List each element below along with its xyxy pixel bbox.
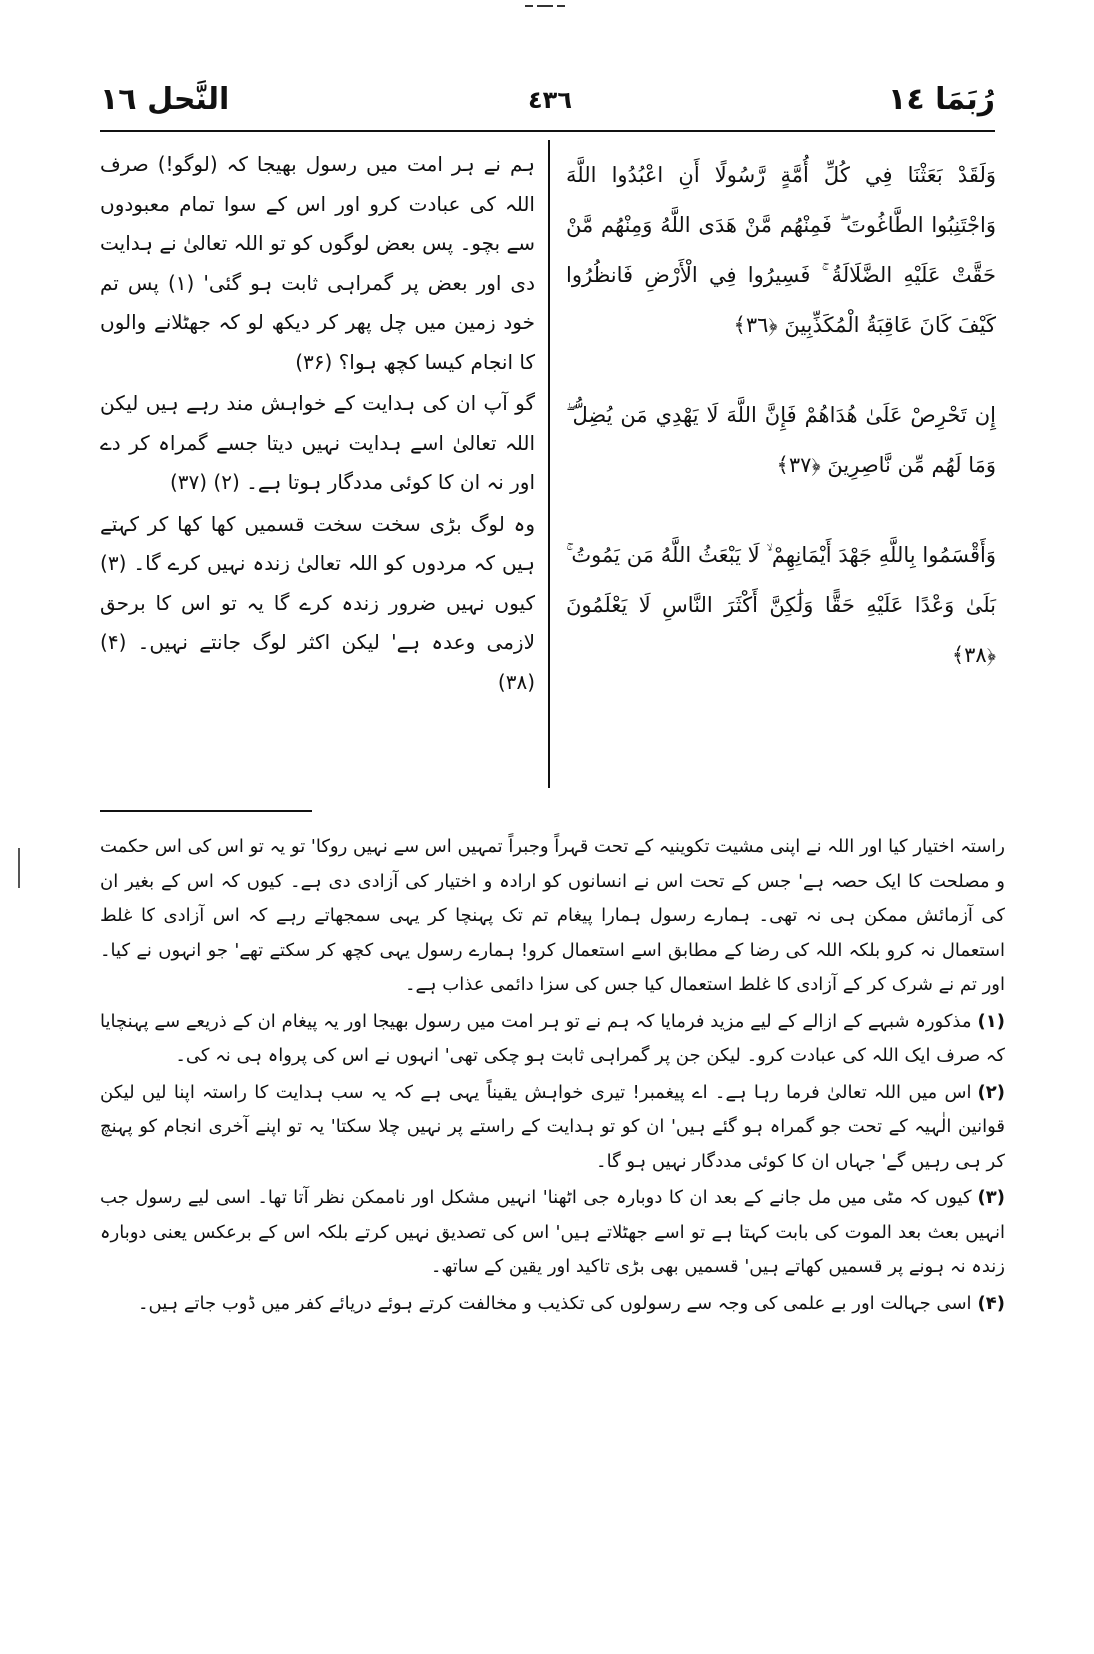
footnote-3-text: کیوں کہ مٹی میں مل جانے کے بعد ان کا دوبارہ جی اٹھنا' انہیں مشکل اور ناممکن نظر آتا تھا۔ اسی لیے رسول جب انہیں بعث بعد الموت کی بابت کہتا ہے تو اسے جھٹلاتے ہیں' اس کی تصدیق نہیں کرتے بلکہ اس کے برعکس یعنی دوبارہ زندہ نہ ہونے پر قسمیں کھاتے ہیں' قسمیں بھی بڑی تاکید اور یقین کے ساتھ۔: [100, 1187, 1005, 1277]
footnote-3: [100, 1181, 1005, 1285]
footnote-2: [100, 1076, 1005, 1180]
arabic-text-column: [566, 150, 996, 720]
page-header: [100, 82, 995, 122]
footnote-1: [100, 1005, 1005, 1074]
ayah-37: إِن تَحْرِصْ عَلَىٰ هُدَاهُمْ فَإِنَّ اللَّهَ لَا يَهْدِي مَن يُضِلُّ ۖ وَمَا لَهُم مِّن نَّاصِرِينَ ﴿٣٧﴾: [566, 403, 996, 477]
footnote-2-text: اس میں اللہ تعالیٰ فرما رہا ہے۔ اے پیغمبر! تیری خواہش یقیناً یہی ہے کہ یہ سب ہدایت کا راستہ اپنا لیں لیکن قوانین الٰہیہ کے تحت جو گمراہ ہو گئے ہیں' ان کو تو ہدایت کے راستے پر نہیں چلا سکتا' یہ تو اپنے آخری انجام کو پہنچ کر ہی رہیں گے' جہاں ان کا کوئی مددگار نہیں ہو گا۔: [100, 1081, 1005, 1172]
ayah-38: وَأَقْسَمُوا بِاللَّهِ جَهْدَ أَيْمَانِهِمْ ۙ لَا يَبْعَثُ اللَّهُ مَن يَمُوتُ ۚ بَلَىٰ وَعْدًا عَلَيْهِ حَقًّا وَلَٰكِنَّ أَكْثَرَ النَّاسِ لَا يَعْلَمُونَ ﴿٣٨﴾: [566, 543, 996, 667]
para-name: رُبَمَا ١٤: [888, 82, 995, 117]
ayah-36: وَلَقَدْ بَعَثْنَا فِي كُلِّ أُمَّةٍ رَّسُولًا أَنِ اعْبُدُوا اللَّهَ وَاجْتَنِبُوا الطَّاغُوتَ ۖ فَمِنْهُم مَّنْ هَدَى اللَّهُ وَمِنْهُم مَّنْ حَقَّتْ عَلَيْهِ الضَّلَالَةُ ۚ فَسِيرُوا فِي الْأَرْضِ فَانظُرُوا كَيْفَ كَانَ عَاقِبَةُ الْمُكَذِّبِينَ ﴿٣٦﴾: [566, 163, 996, 337]
footnote-1-number: (۱): [977, 1010, 1005, 1032]
column-divider: [548, 140, 550, 788]
footnote-4-number: (۴): [977, 1292, 1005, 1314]
page-number: ٤٣٦: [528, 86, 572, 114]
footnote-1-text: مذکورہ شبہے کے ازالے کے لیے مزید فرمایا کہ ہم نے تو ہر امت میں رسول بھیجا اور یہ پیغام ان کے ذریعے سے پہنچایا کہ صرف ایک اللہ کی عبادت کرو۔ لیکن جن پر گمراہی ثابت ہو چکی تھی' انہوں نے اس کی پرواہ ہی نہ کی۔: [100, 1010, 1005, 1066]
top-decoration: [525, 2, 565, 10]
footnote-4: [100, 1287, 1005, 1322]
footnote-rule: [100, 810, 312, 812]
footnotes: [100, 830, 1005, 1323]
translation-38: وہ لوگ بڑی سخت سخت قسمیں کھا کھا کر کہتے ہیں کہ مردوں کو اللہ تعالیٰ زندہ نہیں کرے گا۔ (۳) کیوں نہیں ضرور زندہ کرے گا یہ تو اس کا برحق لازمی وعدہ ہے' لیکن اکثر لوگ جانتے نہیں۔ (۴) (۳۸): [100, 511, 535, 694]
translation-36: ہم نے ہر امت میں رسول بھیجا کہ (لوگو!) صرف اللہ کی عبادت کرو اور اس کے سوا تمام معبودوں سے بچو۔ پس بعض لوگوں کو تو اللہ تعالیٰ نے ہدایت دی اور بعض پر گمراہی ثابت ہو گئی' (۱) پس تم خود زمین میں چل پھر کر دیکھ لو کہ جھٹلانے والوں کا انجام کیسا کچھ ہوا؟ (۳۶): [100, 152, 535, 374]
margin-mark: [18, 848, 20, 888]
footnote-continuation: راستہ اختیار کیا اور اللہ نے اپنی مشیت تکوینیہ کے تحت قہراً وجبراً تمہیں اس سے نہیں روکا' تو یہ تو اس کی اس حکمت و مصلحت کا ایک حصہ ہے' جس کے تحت اس نے انسانوں کو ارادہ و اختیار کی آزادی دی ہے۔ کیوں کہ اس کے بغیر ان کی آزمائش ممکن ہی نہ تھی۔ ہمارے رسول ہمارا پیغام تم تک پہنچا کر یہی سمجھاتے رہے کہ اس آزادی کا غلط استعمال نہ کرو بلکہ اللہ کی رضا کے مطابق اسے استعمال کرو! ہمارے رسول یہی کچھ کر سکتے تھے' جو انہوں نے کیا۔ اور تم نے شرک کر کے آزادی کا غلط استعمال کیا جس کی سزا دائمی عذاب ہے۔: [100, 836, 1005, 995]
translation-column: [100, 145, 535, 704]
footnote-3-number: (۳): [977, 1187, 1005, 1208]
footnote-4-text: اسی جہالت اور بے علمی کی وجہ سے رسولوں کی تکذیب و مخالفت کرتے ہوئے دریائے کفر میں ڈوب جاتے ہیں۔: [137, 1292, 972, 1314]
surah-name: النَّحل ١٦: [100, 82, 230, 117]
header-rule: [100, 130, 995, 132]
translation-37: گو آپ ان کی ہدایت کے خواہش مند رہے ہیں لیکن اللہ تعالیٰ اسے ہدایت نہیں دیتا جسے گمراہ کر دے اور نہ ان کا کوئی مددگار ہوتا ہے۔ (۲) (۳۷): [100, 391, 535, 494]
footnote-2-number: (۲): [977, 1081, 1005, 1103]
